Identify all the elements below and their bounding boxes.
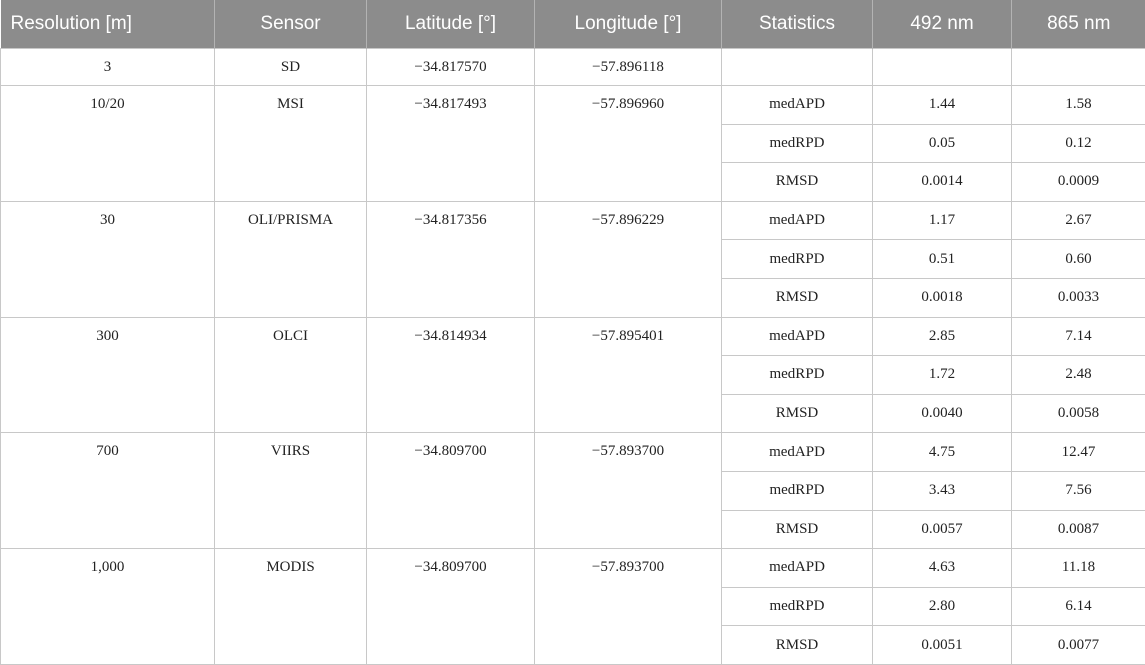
sensor-cell: OLCI bbox=[215, 317, 367, 433]
statistic-cell: RMSD bbox=[722, 626, 873, 665]
longitude-cell: −57.896960 bbox=[535, 86, 722, 202]
table-row bbox=[1, 201, 1145, 240]
statistic-cell: RMSD bbox=[722, 394, 873, 433]
value-865-cell: 7.56 bbox=[1012, 471, 1145, 510]
value-492-cell: 0.0051 bbox=[873, 626, 1012, 665]
latitude-cell: −34.814934 bbox=[367, 317, 535, 433]
value-492-cell: 0.0057 bbox=[873, 510, 1012, 549]
value-865-cell: 0.0009 bbox=[1012, 163, 1145, 202]
header-longitude: Longitude [°] bbox=[535, 0, 722, 49]
statistic-cell: medAPD bbox=[722, 549, 873, 588]
statistic-cell: medRPD bbox=[722, 356, 873, 395]
value-492-cell: 0.05 bbox=[873, 124, 1012, 163]
longitude-cell: −57.896229 bbox=[535, 201, 722, 317]
value-865-cell: 0.60 bbox=[1012, 240, 1145, 279]
value-865-cell: 0.12 bbox=[1012, 124, 1145, 163]
header-resolution: Resolution [m] bbox=[1, 0, 215, 49]
header-sensor: Sensor bbox=[215, 0, 367, 49]
table-row bbox=[1, 86, 1145, 125]
value-865-cell: 0.0058 bbox=[1012, 394, 1145, 433]
resolution-cell: 700 bbox=[1, 433, 215, 549]
statistic-cell bbox=[722, 49, 873, 86]
statistic-cell: medRPD bbox=[722, 240, 873, 279]
value-865-cell: 11.18 bbox=[1012, 549, 1145, 588]
statistic-cell: medAPD bbox=[722, 201, 873, 240]
value-492-cell: 0.0040 bbox=[873, 394, 1012, 433]
longitude-cell: −57.895401 bbox=[535, 317, 722, 433]
statistic-cell: medAPD bbox=[722, 317, 873, 356]
value-492-cell: 4.63 bbox=[873, 549, 1012, 588]
header-row bbox=[1, 0, 1145, 49]
latitude-cell: −34.817493 bbox=[367, 86, 535, 202]
latitude-cell: −34.817356 bbox=[367, 201, 535, 317]
longitude-cell: −57.896118 bbox=[535, 49, 722, 86]
sensor-cell: SD bbox=[215, 49, 367, 86]
latitude-cell: −34.817570 bbox=[367, 49, 535, 86]
value-492-cell: 0.51 bbox=[873, 240, 1012, 279]
value-865-cell: 0.0033 bbox=[1012, 278, 1145, 317]
resolution-cell: 1,000 bbox=[1, 549, 215, 665]
statistic-cell: medAPD bbox=[722, 433, 873, 472]
value-492-cell: 1.44 bbox=[873, 86, 1012, 125]
latitude-cell: −34.809700 bbox=[367, 433, 535, 549]
value-865-cell: 2.67 bbox=[1012, 201, 1145, 240]
value-492-cell bbox=[873, 49, 1012, 86]
sensor-cell: VIIRS bbox=[215, 433, 367, 549]
statistic-cell: RMSD bbox=[722, 510, 873, 549]
sensor-cell: MSI bbox=[215, 86, 367, 202]
resolution-cell: 3 bbox=[1, 49, 215, 86]
sensor-cell: OLI/PRISMA bbox=[215, 201, 367, 317]
value-492-cell: 1.17 bbox=[873, 201, 1012, 240]
header-865nm: 865 nm bbox=[1012, 0, 1145, 49]
longitude-cell: −57.893700 bbox=[535, 433, 722, 549]
header-492nm: 492 nm bbox=[873, 0, 1012, 49]
longitude-cell: −57.893700 bbox=[535, 549, 722, 665]
value-865-cell: 0.0077 bbox=[1012, 626, 1145, 665]
value-865-cell: 7.14 bbox=[1012, 317, 1145, 356]
statistic-cell: medAPD bbox=[722, 86, 873, 125]
value-865-cell: 0.0087 bbox=[1012, 510, 1145, 549]
value-865-cell: 6.14 bbox=[1012, 587, 1145, 626]
value-492-cell: 2.85 bbox=[873, 317, 1012, 356]
value-492-cell: 4.75 bbox=[873, 433, 1012, 472]
table-row bbox=[1, 49, 1145, 86]
value-492-cell: 2.80 bbox=[873, 587, 1012, 626]
latitude-cell: −34.809700 bbox=[367, 549, 535, 665]
resolution-cell: 300 bbox=[1, 317, 215, 433]
resolution-cell: 10/20 bbox=[1, 86, 215, 202]
statistic-cell: medRPD bbox=[722, 124, 873, 163]
table-row bbox=[1, 549, 1145, 588]
value-865-cell: 12.47 bbox=[1012, 433, 1145, 472]
statistic-cell: medRPD bbox=[722, 587, 873, 626]
value-492-cell: 0.0014 bbox=[873, 163, 1012, 202]
statistic-cell: medRPD bbox=[722, 471, 873, 510]
value-492-cell: 3.43 bbox=[873, 471, 1012, 510]
value-865-cell: 2.48 bbox=[1012, 356, 1145, 395]
header-statistics: Statistics bbox=[722, 0, 873, 49]
value-865-cell bbox=[1012, 49, 1145, 86]
table-row bbox=[1, 317, 1145, 356]
value-865-cell: 1.58 bbox=[1012, 86, 1145, 125]
value-492-cell: 1.72 bbox=[873, 356, 1012, 395]
sensor-cell: MODIS bbox=[215, 549, 367, 665]
header-latitude: Latitude [°] bbox=[367, 0, 535, 49]
resolution-cell: 30 bbox=[1, 201, 215, 317]
table-row bbox=[1, 433, 1145, 472]
value-492-cell: 0.0018 bbox=[873, 278, 1012, 317]
statistic-cell: RMSD bbox=[722, 163, 873, 202]
statistic-cell: RMSD bbox=[722, 278, 873, 317]
